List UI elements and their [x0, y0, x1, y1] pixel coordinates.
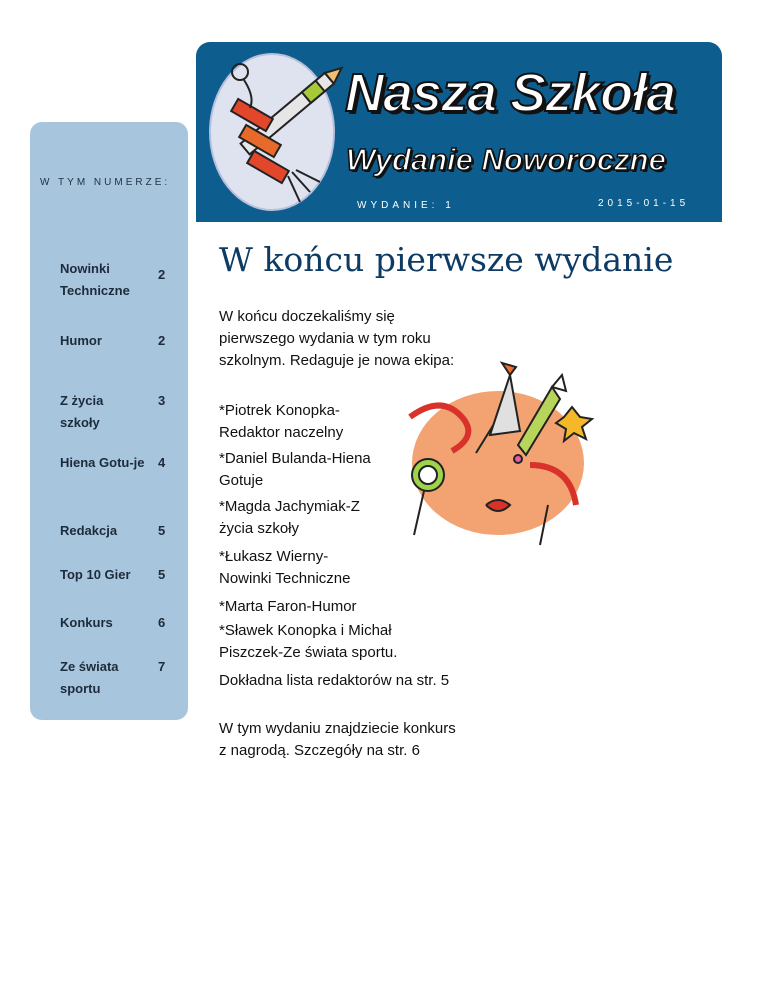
issue-date: 2015-01-15 — [598, 198, 690, 209]
article-paragraph: *Sławek Konopka i Michał Piszczek-Ze świata sportu. — [219, 622, 398, 661]
article-paragraph: *Marta Faron-Humor — [219, 598, 357, 615]
party-confetti-icon — [380, 355, 600, 555]
toc-label: Hiena Gotu-je — [60, 455, 145, 470]
article-paragraph: Dokładna lista redaktorów na str. 5 — [219, 672, 450, 689]
toc-label: Ze świata sportu — [60, 659, 119, 696]
toc-page: 2 — [158, 333, 166, 348]
toc-page: 7 — [158, 659, 166, 674]
toc-page: 2 — [158, 267, 166, 282]
toc-label: Humor — [60, 333, 102, 348]
article-paragraph: *Magda Jachymiak-Z życia szkoły — [219, 498, 360, 537]
masthead-subtitle: Wydanie Noworoczne — [346, 142, 666, 177]
article-paragraph: *Daniel Bulanda-Hiena Gotuje — [219, 450, 371, 489]
toc-label: Z życia szkoły — [60, 393, 104, 430]
article-paragraph: W tym wydaniu znajdziecie konkurs z nagrodą. Szczegóły na str. 6 — [219, 720, 456, 759]
article-paragraph: W końcu doczekaliśmy się pierwszego wydania w tym roku szkolnym. Redaguje je nowa ekipa: — [219, 308, 455, 369]
article-paragraph: *Piotrek Konopka-Redaktor naczelny — [219, 402, 344, 441]
toc-page: 6 — [158, 615, 166, 630]
toc-label: Konkurs — [60, 615, 113, 630]
toc-label: Redakcja — [60, 523, 118, 538]
toc-label: Top 10 Gier — [60, 567, 131, 582]
masthead-title: Nasza Szkoła — [345, 63, 676, 123]
article-title: W końcu pierwsze wydanie — [219, 240, 674, 279]
toc-page: 4 — [158, 455, 166, 470]
issue-number: WYDANIE: 1 — [357, 200, 455, 211]
toc-page: 5 — [158, 523, 166, 538]
toc-page: 3 — [158, 393, 166, 408]
toc-label: Nowinki Techniczne — [60, 261, 130, 298]
article-paragraph: *Łukasz Wierny-Nowinki Techniczne — [219, 548, 351, 587]
toc-page: 5 — [158, 567, 166, 582]
sidebar-heading: W TYM NUMERZE: — [40, 177, 171, 188]
